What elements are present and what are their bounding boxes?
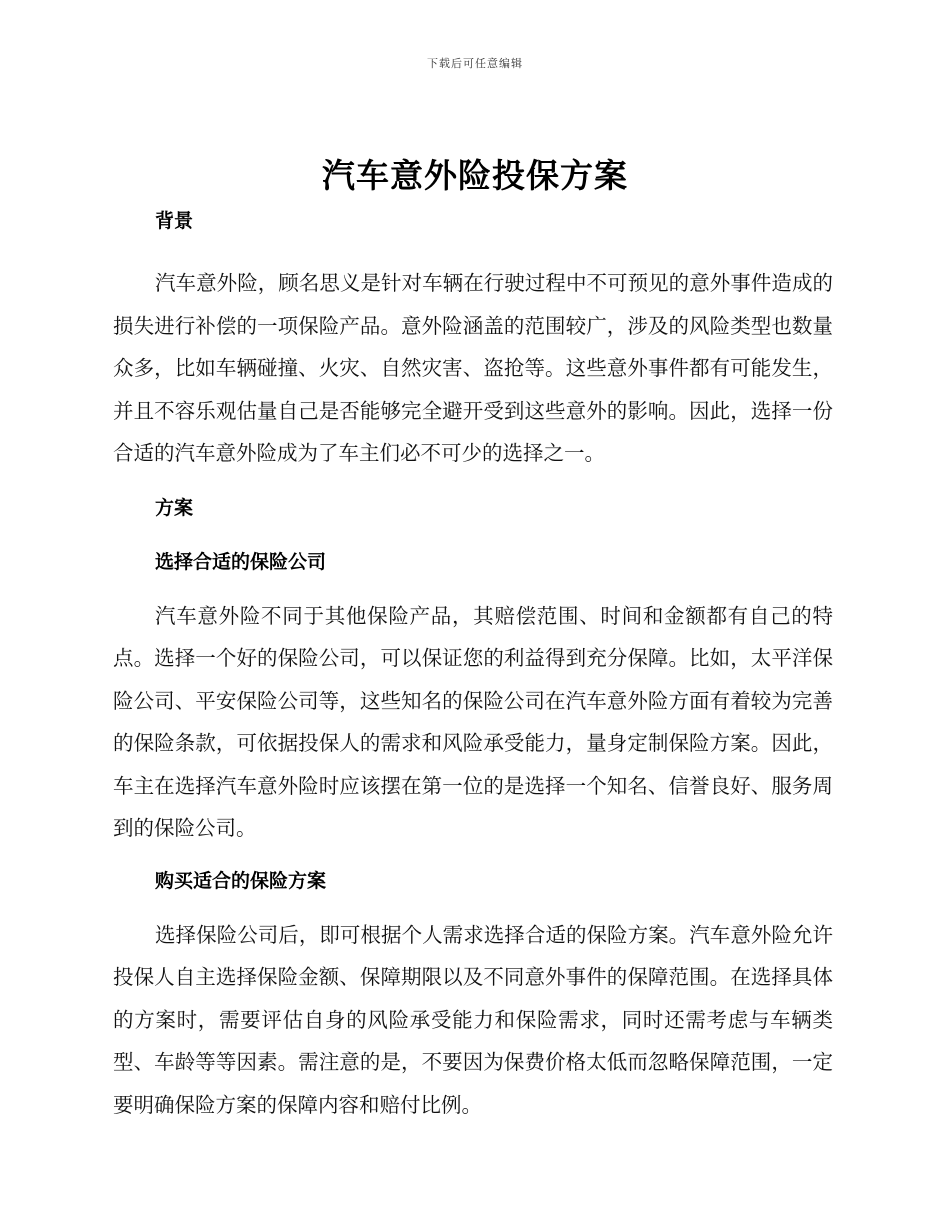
section-heading-buy-plan: 购买适合的保险方案 [155, 869, 327, 892]
section-heading-plan: 方案 [155, 496, 194, 519]
section-heading-background: 背景 [155, 210, 194, 232]
paragraph-background: 汽车意外险，顾名思义是针对车辆在行驶过程中不可预见的意外事件造成的损失进行补偿的一项保险产品。意外险涵盖的范围较广，涉及的风险类型也数量众多，比如车辆碰撞、火灾、自然灾害、盗抢等。这些意外事件都有可能发生，并且不容乐观估量自己是否能够完全避开受到这些意外的影响。因此，选择一份合适的汽车意外险成为了车主们必不可少的选择之一。 [113, 271, 833, 465]
paragraph-buy-plan: 选择保险公司后，即可根据个人需求选择合适的保险方案。汽车意外险允许投保人自主选择保险金额、保障期限以及不同意外事件的保障范围。在选择具体的方案时，需要评估自身的风险承受能力和保险需求，同时还需考虑与车辆类型、车龄等等因素。需注意的是，不要因为保费价格太低而忽略保障范围，一定要明确保险方案的保障内容和赔付比例。 [113, 922, 833, 1117]
section-heading-choose-company: 选择合适的保险公司 [155, 550, 327, 573]
paragraph-choose-company: 汽车意外险不同于其他保险产品，其赔偿范围、时间和金额都有自己的特点。选择一个好的保险公司，可以保证您的利益得到充分保障。比如，太平洋保险公司、平安保险公司等，这些知名的保险公司在汽车意外险方面有着较为完善的保险条款，可依据投保人的需求和风险承受能力，量身定制保险方案。因此，车主在选择汽车意外险时应该摆在第一位的是选择一个知名、信誉良好、服务周到的保险公司。 [113, 603, 833, 840]
header-note: 下载后可任意编辑 [427, 57, 523, 70]
document-title: 汽车意外险投保方案 [322, 156, 628, 195]
document-body [113, 196, 833, 1126]
